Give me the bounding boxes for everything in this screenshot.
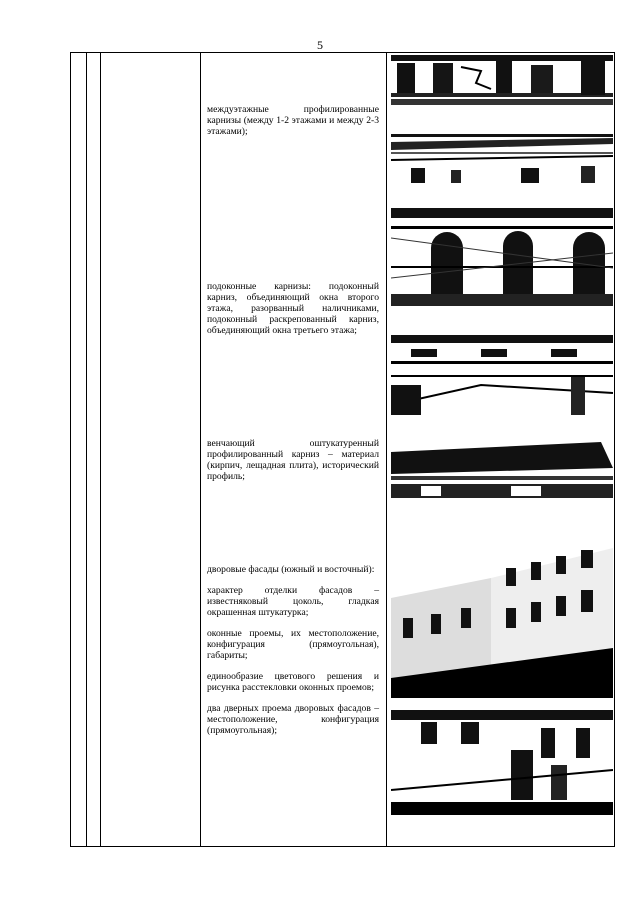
- photo-interfloor-cornice: [391, 128, 613, 183]
- paragraph-courtyard-facades: дворовые фасады (южный и восточный):: [207, 564, 375, 575]
- photo-courtyard-facades: [391, 538, 613, 698]
- column-divider: [100, 52, 101, 847]
- photo-arched-windows: [391, 208, 613, 306]
- row-text-courtyard-facades: [207, 564, 379, 746]
- row-text-windowsill-cornices: подоконные карнизы: подоконный карниз, объединяющий окна второго этажа, разорванный наличниками, подоконный раскрепованный карниз, объединяющий окна третьего этажа;: [207, 281, 379, 336]
- row-text-crowning-cornice: венчающий оштукатуренный профилированный карниз – материал (кирпич, лещадная плита), исторический профиль;: [207, 438, 379, 482]
- photo-windowsill-cornice: [391, 335, 613, 415]
- paragraph-facade-finish: характер отделки фасадов – известняковый цоколь, гладкая окрашенная штукатурка;: [207, 585, 379, 618]
- photo-facade-windows-top: [391, 55, 613, 105]
- column-divider: [386, 52, 387, 847]
- page-number: 5: [317, 38, 323, 52]
- photo-courtyard-doors: [391, 710, 613, 815]
- paragraph-window-openings: оконные проемы, их местоположение, конфигурация (прямоугольная), габариты;: [207, 628, 379, 661]
- photo-crowning-cornice: [391, 438, 613, 498]
- column-divider: [86, 52, 87, 847]
- row-text-interfloor-cornices: междуэтажные профилированные карнизы (между 1-2 этажами и между 2-3 этажами);: [207, 104, 379, 137]
- paragraph-door-openings: два дверных проема дворовых фасадов – местоположение, конфигурация (прямоугольная);: [207, 703, 379, 736]
- column-divider: [200, 52, 201, 847]
- paragraph-window-glazing: единообразие цветового решения и рисунка расстекловки оконных проемов;: [207, 671, 379, 693]
